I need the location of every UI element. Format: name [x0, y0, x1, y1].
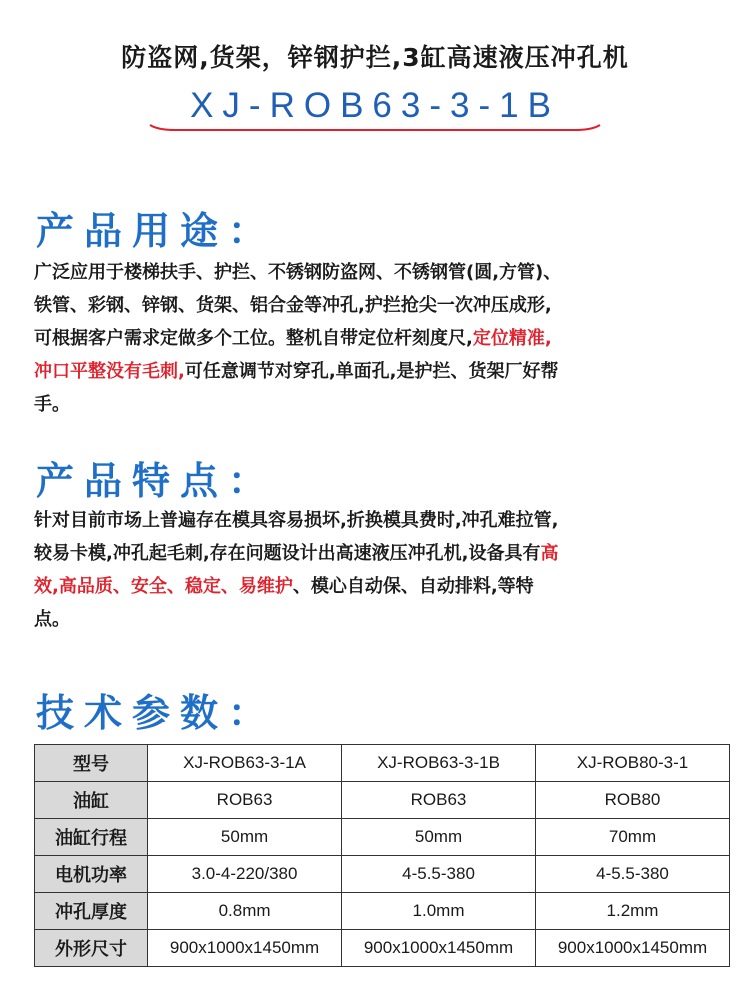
cell-value: 900x1000x1450mm: [342, 930, 536, 967]
usage-line: [34, 388, 724, 421]
cell-value: 70mm: [536, 819, 730, 856]
cell-value: ROB63: [148, 782, 342, 819]
cell-value: 900x1000x1450mm: [536, 930, 730, 967]
row-label: 油缸行程: [35, 819, 148, 856]
features-text: [34, 504, 724, 636]
usage-line: [34, 289, 724, 322]
cell-value: 4-5.5-380: [536, 856, 730, 893]
cell-value: 0.8mm: [148, 893, 342, 930]
cell-value: 1.0mm: [342, 893, 536, 930]
cell-value: ROB80: [536, 782, 730, 819]
body-text: 针对目前市场上普遍存在模具容易损坏,折换模具费时,冲孔难拉管,: [34, 510, 559, 531]
body-text: 可根据客户需求定做多个工位。整机自带定位杆刻度尺,: [34, 328, 473, 349]
table-row: [35, 893, 730, 930]
features-heading: 产品特点：: [36, 459, 277, 503]
cell-value: ROB63: [342, 782, 536, 819]
features-line: [34, 570, 724, 603]
body-text: 较易卡模,冲孔起毛刺,存在问题设计出高速液压冲孔机,设备具有: [34, 543, 541, 564]
cell-value: XJ-ROB80-3-1: [536, 745, 730, 782]
model-number: XJ-ROB63-3-1B: [190, 86, 560, 125]
cell-value: 50mm: [148, 819, 342, 856]
page-title: 防盗网,货架，锌钢护拦,3缸高速液压冲孔机: [121, 43, 629, 72]
highlight-text: 高: [540, 543, 559, 564]
table-row: [35, 819, 730, 856]
cell-value: 50mm: [342, 819, 536, 856]
table-row: [35, 782, 730, 819]
highlight-text: 冲口平整没有毛刺,: [34, 361, 185, 382]
cell-value: 3.0-4-220/380: [148, 856, 342, 893]
usage-heading: 产品用途：: [36, 209, 277, 253]
highlight-text: 定位精准,: [472, 328, 552, 349]
row-label: 电机功率: [35, 856, 148, 893]
row-label: 型号: [35, 745, 148, 782]
body-text: 点。: [34, 609, 70, 630]
body-text: 手。: [34, 394, 70, 415]
row-label: 油缸: [35, 782, 148, 819]
specs-heading: 技术参数：: [36, 691, 277, 735]
usage-text: [34, 256, 724, 421]
cell-value: 900x1000x1450mm: [148, 930, 342, 967]
row-label: 冲孔厚度: [35, 893, 148, 930]
highlight-text: 效,高品质、安全、稳定、易维护: [34, 576, 293, 597]
table-row: [35, 930, 730, 967]
features-line: [34, 537, 724, 570]
features-line: [34, 504, 724, 537]
row-label: 外形尺寸: [35, 930, 148, 967]
model-underline: [0, 122, 750, 134]
table-row: [35, 856, 730, 893]
usage-line: [34, 355, 724, 388]
usage-line: [34, 256, 724, 289]
features-line: [34, 603, 724, 636]
usage-line: [34, 322, 724, 355]
body-text: 可任意调节对穿孔,单面孔,是护拦、货架厂好帮: [184, 361, 559, 382]
body-text: 铁管、彩钢、锌钢、货架、铝合金等冲孔,护拦抢尖一次冲压成形,: [34, 295, 552, 316]
cell-value: 1.2mm: [536, 893, 730, 930]
cell-value: XJ-ROB63-3-1A: [148, 745, 342, 782]
body-text: 、模心自动保、自动排料,等特: [292, 576, 534, 597]
table-row: [35, 745, 730, 782]
body-text: 广泛应用于楼梯扶手、护拦、不锈钢防盗网、不锈钢管(圆,方管)、: [34, 262, 562, 283]
cell-value: XJ-ROB63-3-1B: [342, 745, 536, 782]
cell-value: 4-5.5-380: [342, 856, 536, 893]
spec-table: [34, 744, 730, 967]
